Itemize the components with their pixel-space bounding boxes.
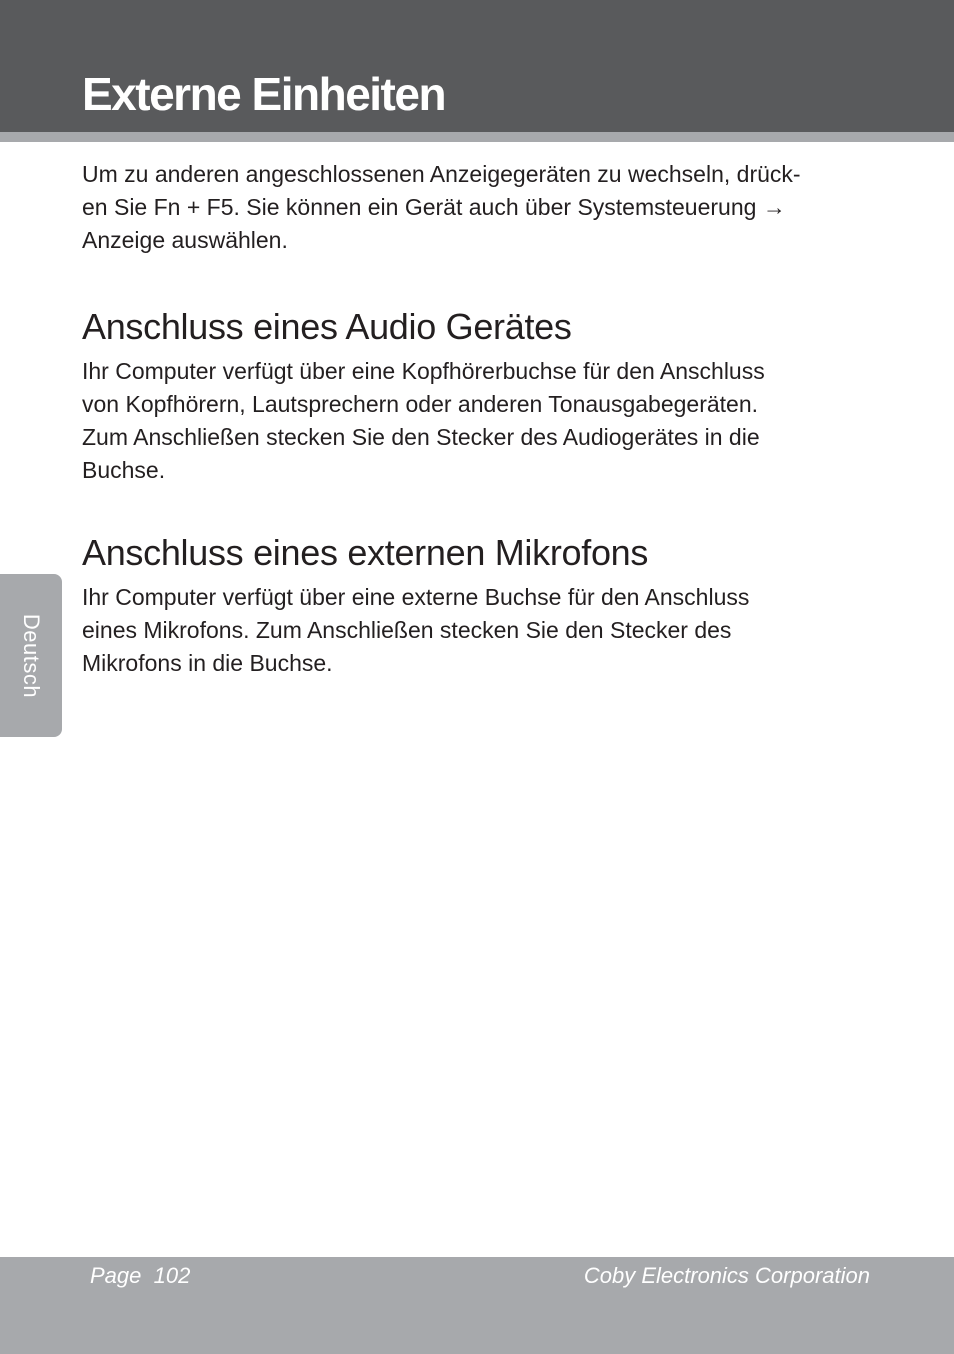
language-tab-label: Deutsch [19,613,44,698]
intro-text: Um zu anderen angeschlossenen Anzeigegeräten zu wechseln, drück- en Sie Fn + F5. Sie können ein Gerät auch über Systemsteuerung → Anzeige auswählen. [82,161,801,253]
page-content [82,158,872,680]
company-name: Coby Electronics Corporation [583,1263,870,1288]
page-number: Page 102 [90,1263,191,1288]
section-heading-microphone: Anschluss eines externen Mikrofons [82,532,649,573]
section-heading-audio: Anschluss eines Audio Gerätes [82,306,572,347]
header-underline [0,132,954,142]
intro-paragraph [82,158,872,257]
section-body-audio: Ihr Computer verfügt über eine Kopfhörerbuchse für den Anschluss von Kopfhörern, Lautsprechern oder anderen Tonausgabegeräten. Zum Anschließen stecken Sie den Stecker des Audiogerätes in die Buchse. [82,358,765,483]
section-body-microphone: Ihr Computer verfügt über eine externe Buchse für den Anschluss eines Mikrofons. Zum Anschließen stecken Sie den Stecker des Mikrofons in die Buchse. [82,584,750,676]
page-title: Externe Einheiten [82,68,446,120]
language-side-tab [0,574,62,737]
